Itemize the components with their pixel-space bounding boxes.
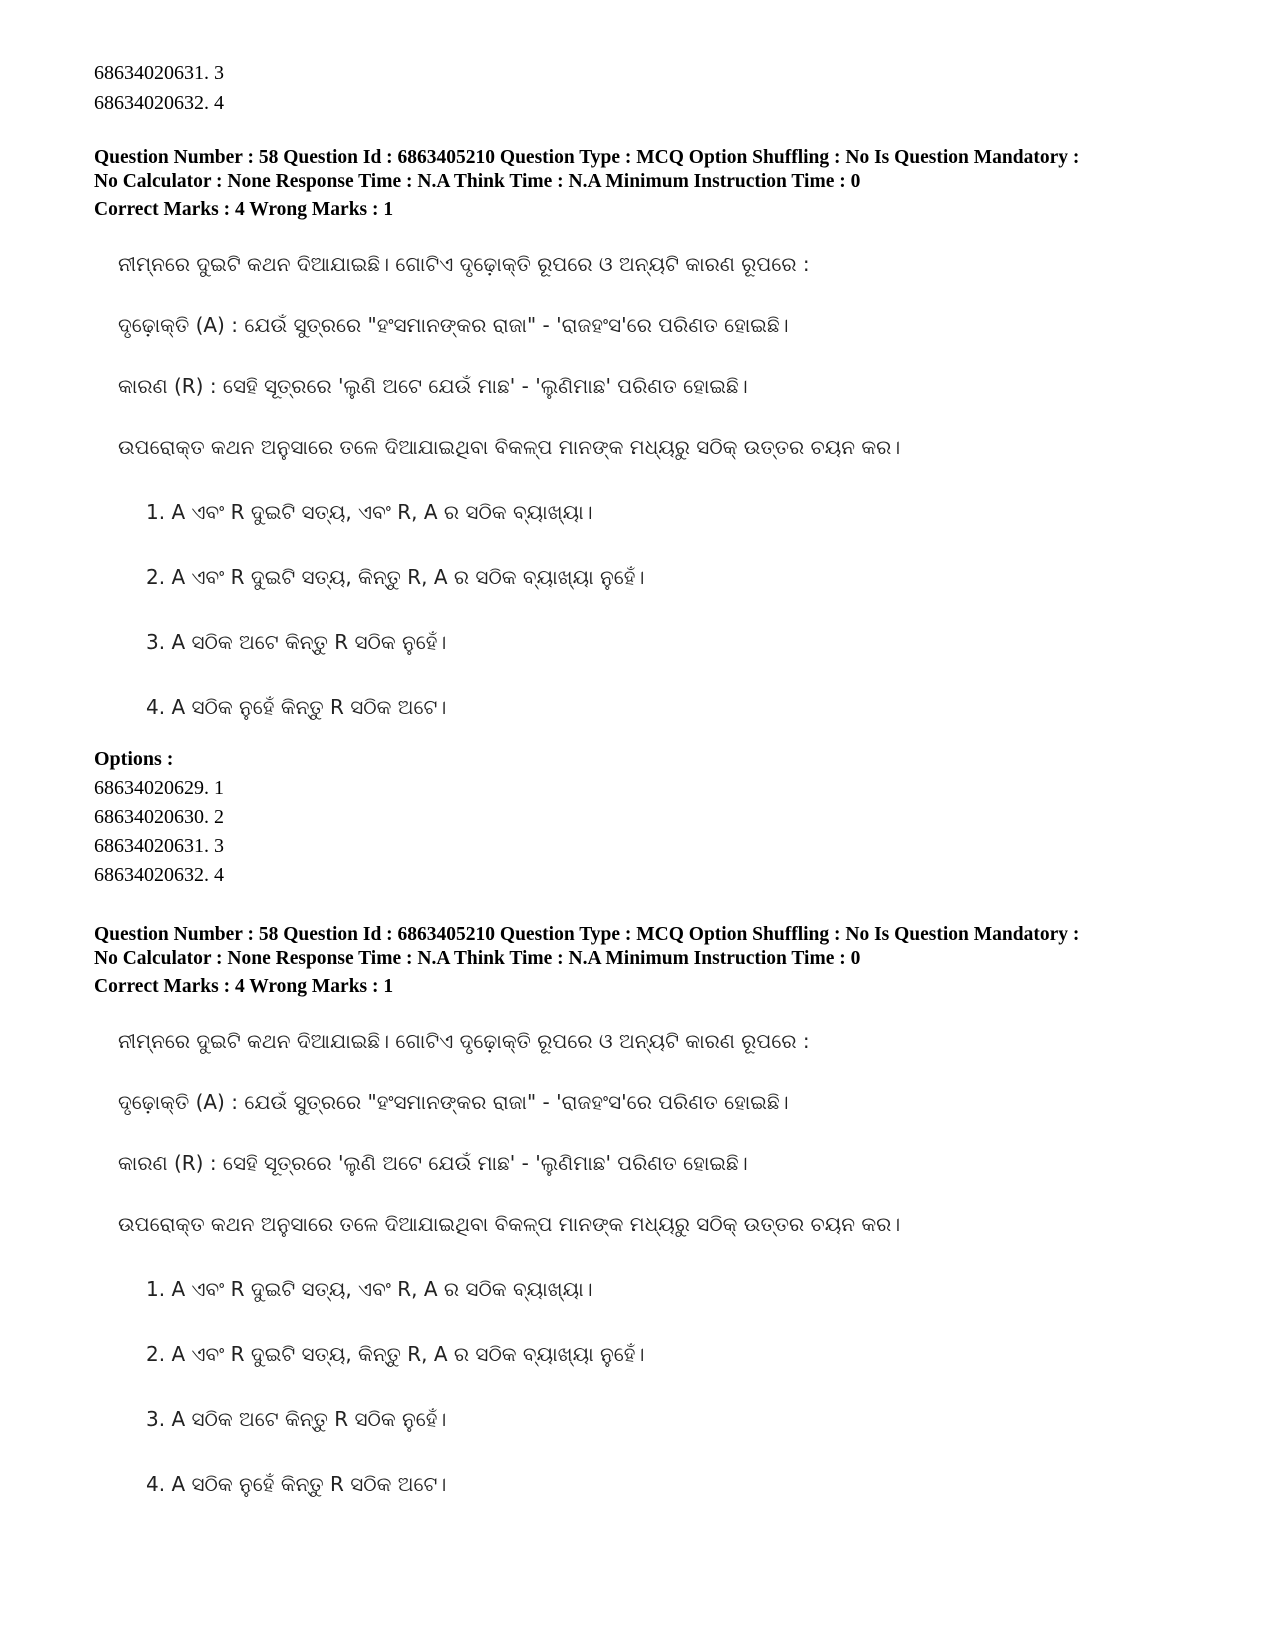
question-body bbox=[118, 249, 1214, 722]
choice-item: 2. A ଏବଂ R ଦୁଇଟି ସତ୍ୟ, କିନ୍ତୁ R, A ର ସଠିକ ବ୍ୟାଖ୍ୟା ନୁହେଁ। bbox=[146, 1342, 645, 1366]
document-page bbox=[94, 58, 1214, 1499]
options-list bbox=[94, 774, 1214, 890]
question-header-line-1: Question Number : 58 Question Id : 6863405210 Question Type : MCQ Option Shuffling : No Is Question Mandatory : bbox=[94, 147, 1080, 168]
choice-item: 3. A ସଠିକ ଅଟେ କିନ୍ତୁ R ସଠିକ ନୁହେଁ। bbox=[146, 1407, 447, 1431]
question-prompt: ଉପରୋକ୍ତ କଥନ ଅନୁସାରେ ତଳେ ଦିଆଯାଇଥିବା ବିକଳ୍ପ ମାନଙ୍କ ମଧ୍ୟରୁ ସଠିକ୍ ଉତ୍ତର ଚୟନ କର। bbox=[118, 435, 901, 459]
question-instruction: ନୀମ୍ନରେ ଦୁଇଟି କଥନ ଦିଆଯାଇଛି। ଗୋଟିଏ ଦୃଢ଼ୋକ୍ତି ରୂପରେ ଓ ଅନ୍ୟଟି କାରଣ ରୂପରେ : bbox=[118, 252, 810, 276]
question-marks: Correct Marks : 4 Wrong Marks : 1 bbox=[94, 199, 394, 220]
reason-text: କାରଣ (R) : ସେହି ସୂତ୍ରରେ 'ଲୁଣି ଅଟେ ଯେଉଁ ମାଛ' - 'ଲୁଣିମାଛ' ପରିଣତ ହୋଇଛି। bbox=[118, 374, 748, 398]
choice-item: 3. A ସଠିକ ଅଟେ କିନ୍ତୁ R ସଠିକ ନୁହେଁ। bbox=[146, 630, 447, 654]
question-marks: Correct Marks : 4 Wrong Marks : 1 bbox=[94, 976, 394, 997]
choice-item: 4. A ସଠିକ ନୁହେଁ କିନ୍ତୁ R ସଠିକ ଅଟେ। bbox=[146, 1472, 447, 1496]
choice-item: 4. A ସଠିକ ନୁହେଁ କିନ୍ତୁ R ସଠିକ ଅଟେ। bbox=[146, 695, 447, 719]
assertion-text: ଦୃଢ଼ୋକ୍ତି (A) : ଯେଉଁ ସୁତ୍ରରେ "ହଂସମାନଙ୍କର ରାଜା" - 'ରାଜହଂସ'ରେ ପରିଣତ ହୋଇଛି। bbox=[118, 313, 789, 337]
option-row: 68634020629. 1 bbox=[94, 777, 224, 799]
question-block bbox=[94, 923, 1214, 1499]
question-prompt: ଉପରୋକ୍ତ କଥନ ଅନୁସାରେ ତଳେ ଦିଆଯାଇଥିବା ବିକଳ୍ପ ମାନଙ୍କ ମଧ୍ୟରୁ ସଠିକ୍ ଉତ୍ତର ଚୟନ କର। bbox=[118, 1212, 901, 1236]
previous-options-list bbox=[94, 58, 1214, 118]
question-header-line-2: No Calculator : None Response Time : N.A Think Time : N.A Minimum Instruction Time : 0 bbox=[94, 171, 861, 192]
question-body bbox=[118, 1026, 1214, 1499]
options-title: Options : bbox=[94, 748, 174, 770]
choice-item: 1. A ଏବଂ R ଦୁଇଟି ସତ୍ୟ, ଏବଂ R, A ର ସଠିକ ବ୍ୟାଖ୍ୟା। bbox=[146, 500, 593, 524]
question-block bbox=[94, 146, 1214, 890]
option-row: 68634020630. 2 bbox=[94, 806, 224, 828]
option-row: 68634020631. 3 bbox=[94, 62, 224, 84]
option-row: 68634020632. 4 bbox=[94, 864, 224, 886]
question-header-line-1: Question Number : 58 Question Id : 6863405210 Question Type : MCQ Option Shuffling : No Is Question Mandatory : bbox=[94, 924, 1080, 945]
choice-item: 2. A ଏବଂ R ଦୁଇଟି ସତ୍ୟ, କିନ୍ତୁ R, A ର ସଠିକ ବ୍ୟାଖ୍ୟା ନୁହେଁ। bbox=[146, 565, 645, 589]
option-row: 68634020631. 3 bbox=[94, 835, 224, 857]
question-header-line-2: No Calculator : None Response Time : N.A Think Time : N.A Minimum Instruction Time : 0 bbox=[94, 948, 861, 969]
option-row: 68634020632. 4 bbox=[94, 92, 224, 114]
reason-text: କାରଣ (R) : ସେହି ସୂତ୍ରରେ 'ଲୁଣି ଅଟେ ଯେଉଁ ମାଛ' - 'ଲୁଣିମାଛ' ପରିଣତ ହୋଇଛି। bbox=[118, 1151, 748, 1175]
choice-item: 1. A ଏବଂ R ଦୁଇଟି ସତ୍ୟ, ଏବଂ R, A ର ସଠିକ ବ୍ୟାଖ୍ୟା। bbox=[146, 1277, 593, 1301]
assertion-text: ଦୃଢ଼ୋକ୍ତି (A) : ଯେଉଁ ସୁତ୍ରରେ "ହଂସମାନଙ୍କର ରାଜା" - 'ରାଜହଂସ'ରେ ପରିଣତ ହୋଇଛି। bbox=[118, 1090, 789, 1114]
question-instruction: ନୀମ୍ନରେ ଦୁଇଟି କଥନ ଦିଆଯାଇଛି। ଗୋଟିଏ ଦୃଢ଼ୋକ୍ତି ରୂପରେ ଓ ଅନ୍ୟଟି କାରଣ ରୂପରେ : bbox=[118, 1029, 810, 1053]
